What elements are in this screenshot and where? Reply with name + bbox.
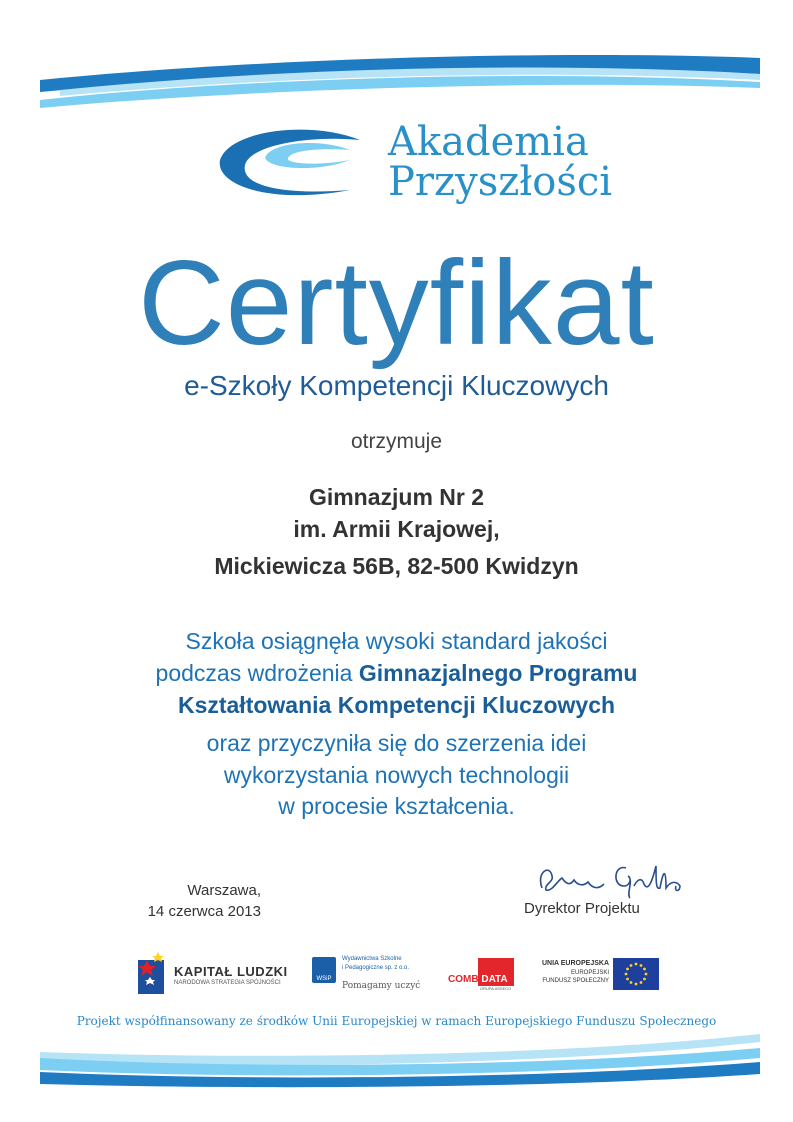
combidata-left: COMBI [448,974,482,985]
recipient-name: Gimnazjum Nr 2 [308,484,485,510]
wsip-logo [312,955,432,995]
certificate-title: Certyfikat [138,236,655,370]
program-name-part-2: Kształtowania Kompetencji Kluczowych [177,692,616,718]
wsip-line-2: i Pedagogiczne sp. z o.o. [342,965,410,971]
body-line: Szkoła osiągnęła wysoki standard jakości [185,628,608,654]
kapital-ludzki-stars-icon [134,950,174,994]
combidata-sub: GRUPA ASSECO [480,986,512,991]
kapital-ludzki-subtitle: NARODOWA STRATEGIA SPÓJNOŚCI [174,980,281,986]
top-swoosh-decoration [0,30,793,110]
body-line-prefix: podczas wdrożenia [155,660,353,686]
director-signature [530,852,690,902]
wsip-mark-icon [312,957,336,983]
akademia-logo-text [388,119,613,205]
receives-label: otrzymuje [350,430,443,453]
bottom-swoosh-decoration [0,1030,793,1090]
eu-logo [535,958,665,994]
body-line: wykorzystania nowych technologii [223,762,570,788]
program-name-part-1: Gimnazjalnego Programu [358,660,638,686]
kapital-ludzki-logo [134,950,294,994]
certificate-subtitle: e-Szkoły Kompetencji Kluczowych [184,370,609,401]
akademia-swoosh-logo [210,120,370,210]
logo-line-2: Przyszłości [388,159,613,205]
issue-place: Warszawa, [187,882,261,899]
wsip-line-1: Wydawnictwa Szkolne [342,956,402,962]
combidata-logo [448,958,514,991]
eu-line-2: EUROPEJSKI [570,970,609,976]
issue-date: 14 czerwca 2013 [147,903,261,920]
logo-line-1: Akademia [388,119,589,165]
director-label: Dyrektor Projektu [524,900,640,917]
funding-note: Projekt współfinansowany ze środków Unii Europejskiej w ramach Europejskiego Funduszu Społecznego [76,1014,717,1028]
combidata-left-text [448,974,508,985]
eu-flag-icon [613,958,659,990]
eu-line-1: UNIA EUROPEJSKA [541,960,609,967]
body-line: w procesie kształcenia. [278,793,515,819]
body-line [0,689,793,721]
combidata-right: DATA [481,974,508,985]
body-line [0,657,793,689]
body-line: oraz przyczyniła się do szerzenia idei [206,730,587,756]
wsip-tagline: Pomagamy uczyć [342,981,421,991]
recipient-patron: im. Armii Krajowej, [293,516,500,542]
eu-line-3: FUNDUSZ SPOŁECZNY [542,978,609,984]
kapital-ludzki-title: KAPITAŁ LUDZKI [174,964,288,979]
recipient-address: Mickiewicza 56B, 82-500 Kwidzyn [214,553,579,579]
wsip-mark-text: WSiP [316,976,332,982]
